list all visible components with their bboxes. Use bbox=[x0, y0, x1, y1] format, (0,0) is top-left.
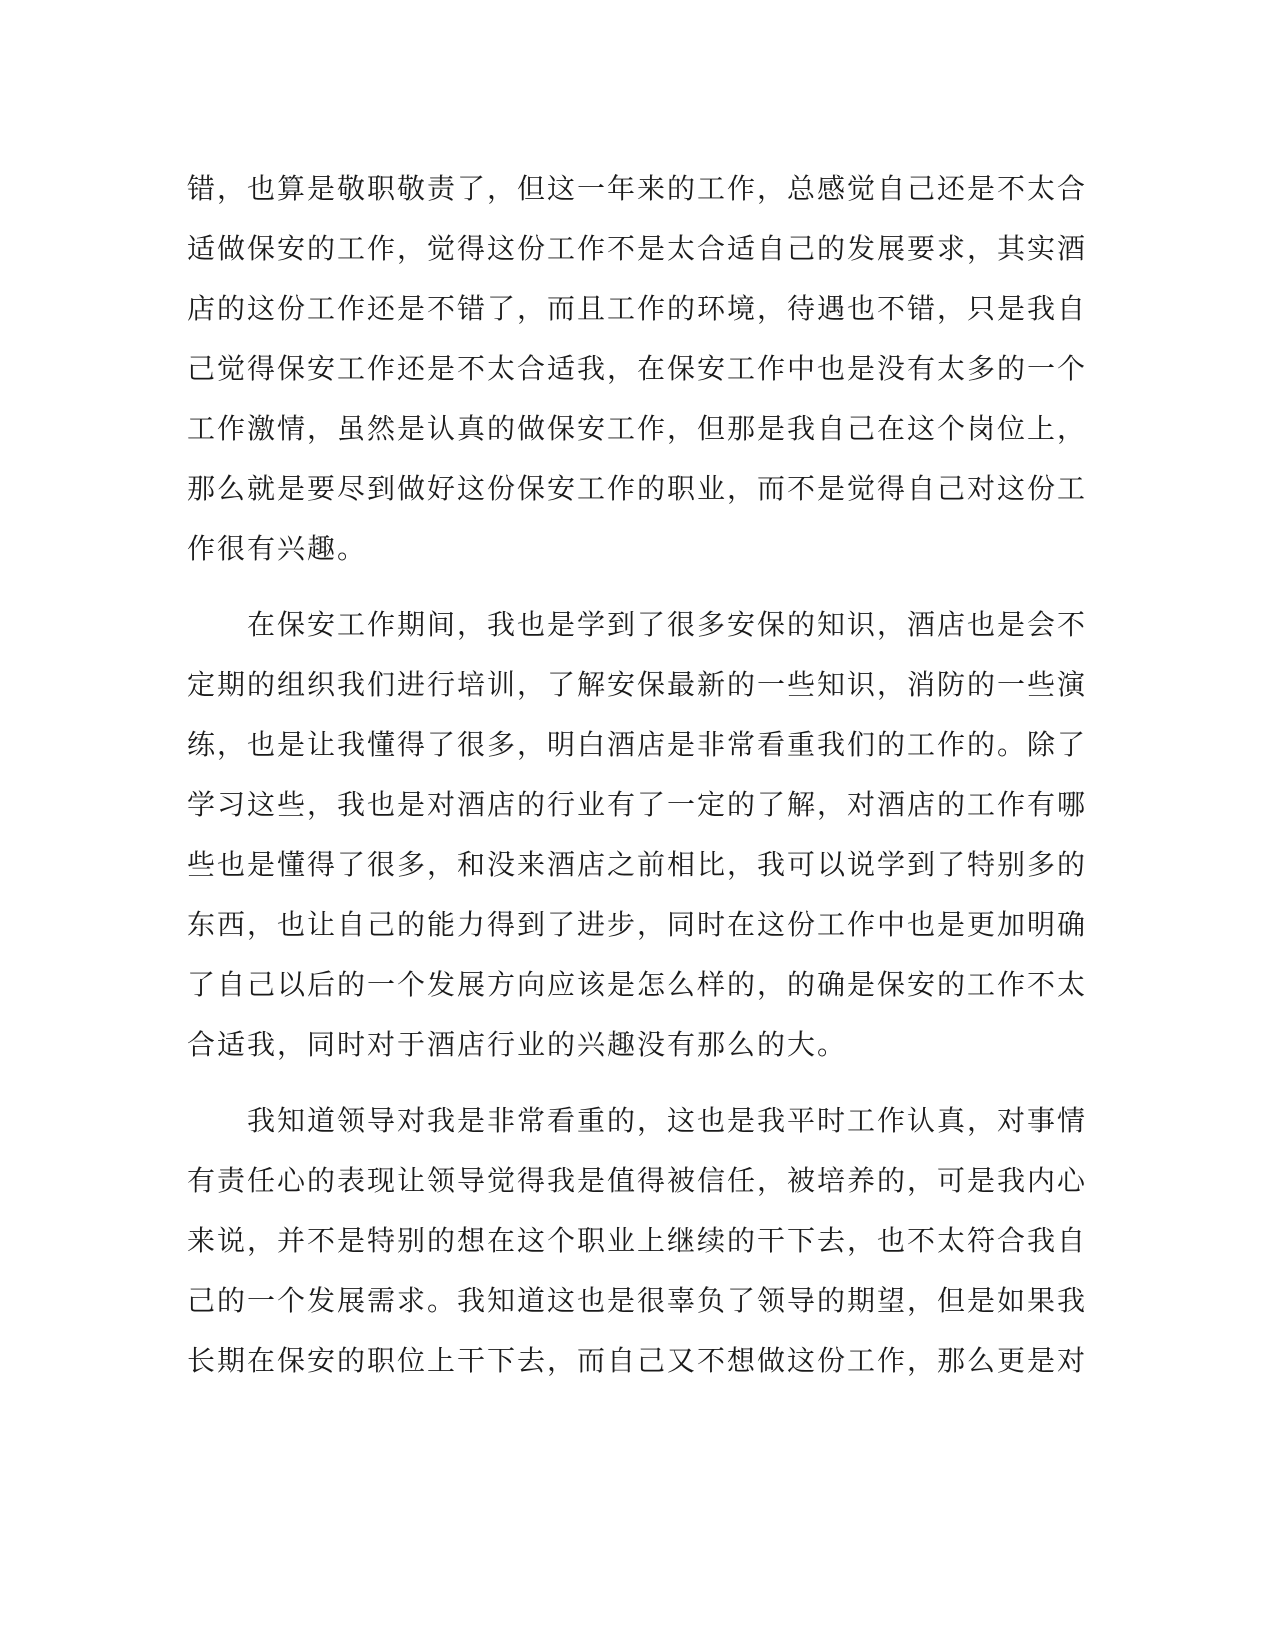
paragraph-1 bbox=[187, 159, 1088, 579]
text-line: 合适我，同时对于酒店行业的兴趣没有那么的大。 bbox=[187, 1028, 848, 1061]
text-line: 有责任心的表现让领导觉得我是值得被信任，被培养的，可是我内心 bbox=[187, 1164, 1088, 1197]
text-line: 些也是懂得了很多，和没来酒店之前相比，我可以说学到了特别多的 bbox=[187, 848, 1088, 881]
paragraph-2 bbox=[187, 595, 1088, 1075]
text-line: 作很有兴趣。 bbox=[187, 532, 368, 565]
text-line: 适做保安的工作，觉得这份工作不是太合适自己的发展要求，其实酒 bbox=[187, 232, 1088, 265]
document-body bbox=[187, 159, 1088, 1391]
text-line: 练，也是让我懂得了很多，明白酒店是非常看重我们的工作的。除了 bbox=[187, 728, 1088, 761]
text-line: 长期在保安的职位上干下去，而自己又不想做这份工作，那么更是对 bbox=[187, 1344, 1088, 1377]
text-line: 学习这些，我也是对酒店的行业有了一定的了解，对酒店的工作有哪 bbox=[187, 788, 1088, 821]
text-line: 在保安工作期间，我也是学到了很多安保的知识，酒店也是会不 bbox=[187, 608, 1088, 641]
text-line: 错，也算是敬职敬责了，但这一年来的工作，总感觉自己还是不太合 bbox=[187, 172, 1088, 205]
paragraph-spacer bbox=[187, 1075, 1067, 1091]
text-line: 那么就是要尽到做好这份保安工作的职业，而不是觉得自己对这份工 bbox=[187, 472, 1088, 505]
text-line: 己的一个发展需求。我知道这也是很辜负了领导的期望，但是如果我 bbox=[187, 1284, 1088, 1317]
text-line: 东西，也让自己的能力得到了进步，同时在这份工作中也是更加明确 bbox=[187, 908, 1088, 941]
text-line: 我知道领导对我是非常看重的，这也是我平时工作认真，对事情 bbox=[187, 1104, 1088, 1137]
text-line: 了自己以后的一个发展方向应该是怎么样的，的确是保安的工作不太 bbox=[187, 968, 1088, 1001]
paragraph-spacer bbox=[187, 579, 1067, 595]
paragraph-3 bbox=[187, 1091, 1088, 1391]
text-line: 己觉得保安工作还是不太合适我，在保安工作中也是没有太多的一个 bbox=[187, 352, 1088, 385]
text-line: 来说，并不是特别的想在这个职业上继续的干下去，也不太符合我自 bbox=[187, 1224, 1088, 1257]
text-line: 定期的组织我们进行培训，了解安保最新的一些知识，消防的一些演 bbox=[187, 668, 1088, 701]
text-line: 工作激情，虽然是认真的做保安工作，但那是我自己在这个岗位上， bbox=[187, 412, 1088, 445]
text-line: 店的这份工作还是不错了，而且工作的环境，待遇也不错，只是我自 bbox=[187, 292, 1088, 325]
